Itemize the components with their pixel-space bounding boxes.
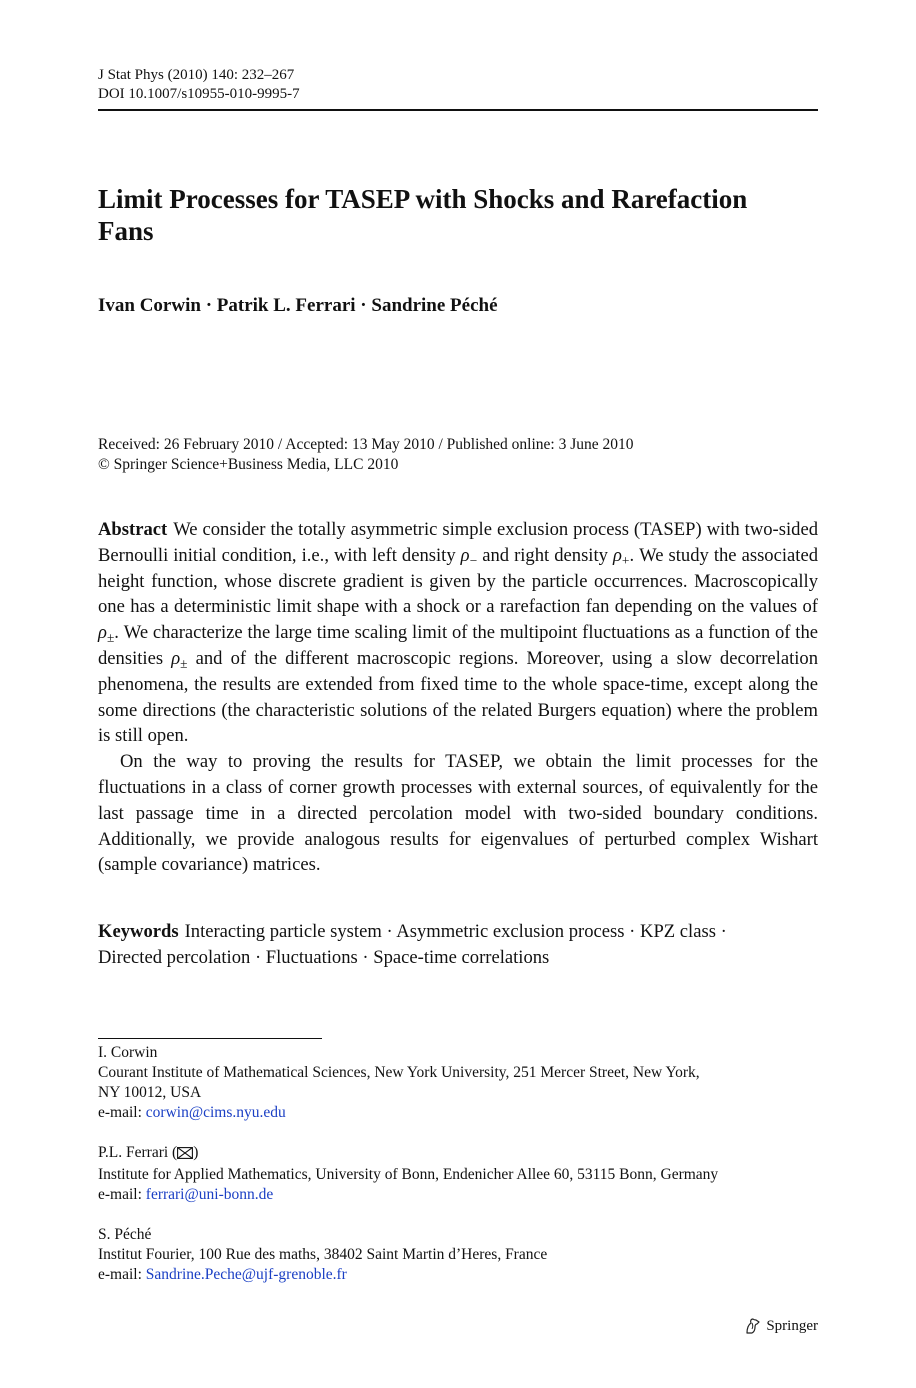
affiliation-name: I. Corwin <box>98 1044 158 1061</box>
rho-plus: $\rho_+$ <box>612 544 630 568</box>
keyword: Directed percolation <box>98 947 251 968</box>
author-separator: · <box>355 295 372 316</box>
abstract <box>98 517 818 878</box>
affiliation-address: Institute for Applied Mathematics, University of Bonn, Endenicher Allee 60, 53115 Bonn, Germany <box>98 1166 719 1183</box>
affiliation-peche <box>98 1225 818 1285</box>
affiliation-address: Institut Fourier, 100 Rue des maths, 38402 Saint Martin d’Heres, France <box>98 1246 548 1263</box>
keyword: Fluctuations <box>265 947 358 968</box>
affiliation-corwin <box>98 1043 818 1123</box>
affiliation-name: S. Péché <box>98 1226 152 1243</box>
email-label: e-mail: <box>98 1104 146 1121</box>
keyword: Interacting particle system <box>184 921 382 942</box>
abstract-label: Abstract <box>98 519 168 540</box>
publication-dates <box>98 435 818 474</box>
paper-title: Limit Processes for TASEP with Shocks and Rarefaction Fans <box>98 184 748 246</box>
email-label: e-mail: <box>98 1266 146 1283</box>
journal-citation: J Stat Phys (2010) 140: 232–267 <box>98 67 295 83</box>
received-accepted-published: Received: 26 February 2010 / Accepted: 13 May 2010 / Published online: 3 June 2010 <box>98 436 634 453</box>
email-link-ferrari[interactable]: ferrari@uni-bonn.de <box>145 1186 274 1203</box>
email-link-corwin[interactable]: corwin@cims.nyu.edu <box>145 1104 286 1121</box>
affiliation-address: Courant Institute of Mathematical Sciences, New York University, 251 Mercer Street, New York, <box>98 1064 700 1081</box>
affiliations <box>98 1043 818 1305</box>
affiliation-address: NY 10012, USA <box>98 1084 202 1101</box>
rho-pm: $\rho_\pm$ <box>171 647 188 671</box>
keyword: Asymmetric exclusion process <box>396 921 625 942</box>
abstract-paragraph-2: On the way to proving the results for TASEP, we obtain the limit processes for the fluctuations in a class of corner growth processes with external sources, of equivalently for the last passage time in a directed percolation model with two-sided boundary conditions. Additionally, we provide analogous results for eigenvalues of perturbed complex Wishart (sample covariance) matrices. <box>98 751 818 876</box>
springer-horse-icon <box>744 1317 762 1335</box>
rho-minus: $\rho_-$ <box>460 544 478 568</box>
author-separator: · <box>200 295 217 316</box>
envelope-icon <box>177 1145 193 1165</box>
author-peche: Sandrine Péché <box>371 295 498 316</box>
header-rule <box>98 109 818 111</box>
author-corwin: Ivan Corwin <box>98 295 201 316</box>
publisher-name: Springer <box>766 1318 818 1334</box>
footnote-rule <box>98 1038 322 1039</box>
affiliation-ferrari: P.L. Ferrari ( ) Institute for Applied Mathematics, University of Bonn, Endenicher Allee 60, 53115 Bonn, Germany e-mail: ferrari@uni-bonn.de <box>98 1143 818 1205</box>
author-ferrari: Patrik L. Ferrari <box>216 295 356 316</box>
doi: DOI 10.1007/s10955-010-9995-7 <box>98 86 300 102</box>
author-list <box>98 294 818 318</box>
email-link-peche[interactable]: Sandrine.Peche@ujf-grenoble.fr <box>145 1266 347 1283</box>
keywords-label: Keywords <box>98 921 179 942</box>
keyword: Space-time correlations <box>373 947 550 968</box>
publisher-logo <box>744 1316 818 1336</box>
rho-pm: $\rho_\pm$ <box>98 622 115 646</box>
journal-header <box>98 66 818 104</box>
abstract-paragraph-1: Abstract We consider the totally asymmetric simple exclusion process (TASEP) with two-sided Bernoulli initial condition, i.e., with left density $\rho_-$ and right density $\rho_+$. We study the associated height function, whose discrete gradient is given by the particle occurrences. Macroscopically one has a deterministic limit shape with a shock or a rarefaction fan depending on the values of $\rho_\pm$. We characterize the large time scaling limit of the multipoint fluctuations as a function of the densities $\rho_\pm$ and of the different macroscopic regions. Moreover, using a slow decorrelation phenomena, the results are extended from fixed time to the whole space-time, except along the some directions (the characteristic solutions of the related Burgers equation) where the problem is still open. <box>98 519 819 747</box>
keyword: KPZ class <box>640 921 716 942</box>
affiliation-name: P.L. Ferrari <box>98 1144 169 1161</box>
email-label: e-mail: <box>98 1186 146 1203</box>
copyright: © Springer Science+Business Media, LLC 2010 <box>98 455 399 473</box>
keywords: Keywords Interacting particle system · Asymmetric exclusion process · KPZ class · Directed percolation · Fluctuations · Space-time correlations <box>98 921 727 968</box>
